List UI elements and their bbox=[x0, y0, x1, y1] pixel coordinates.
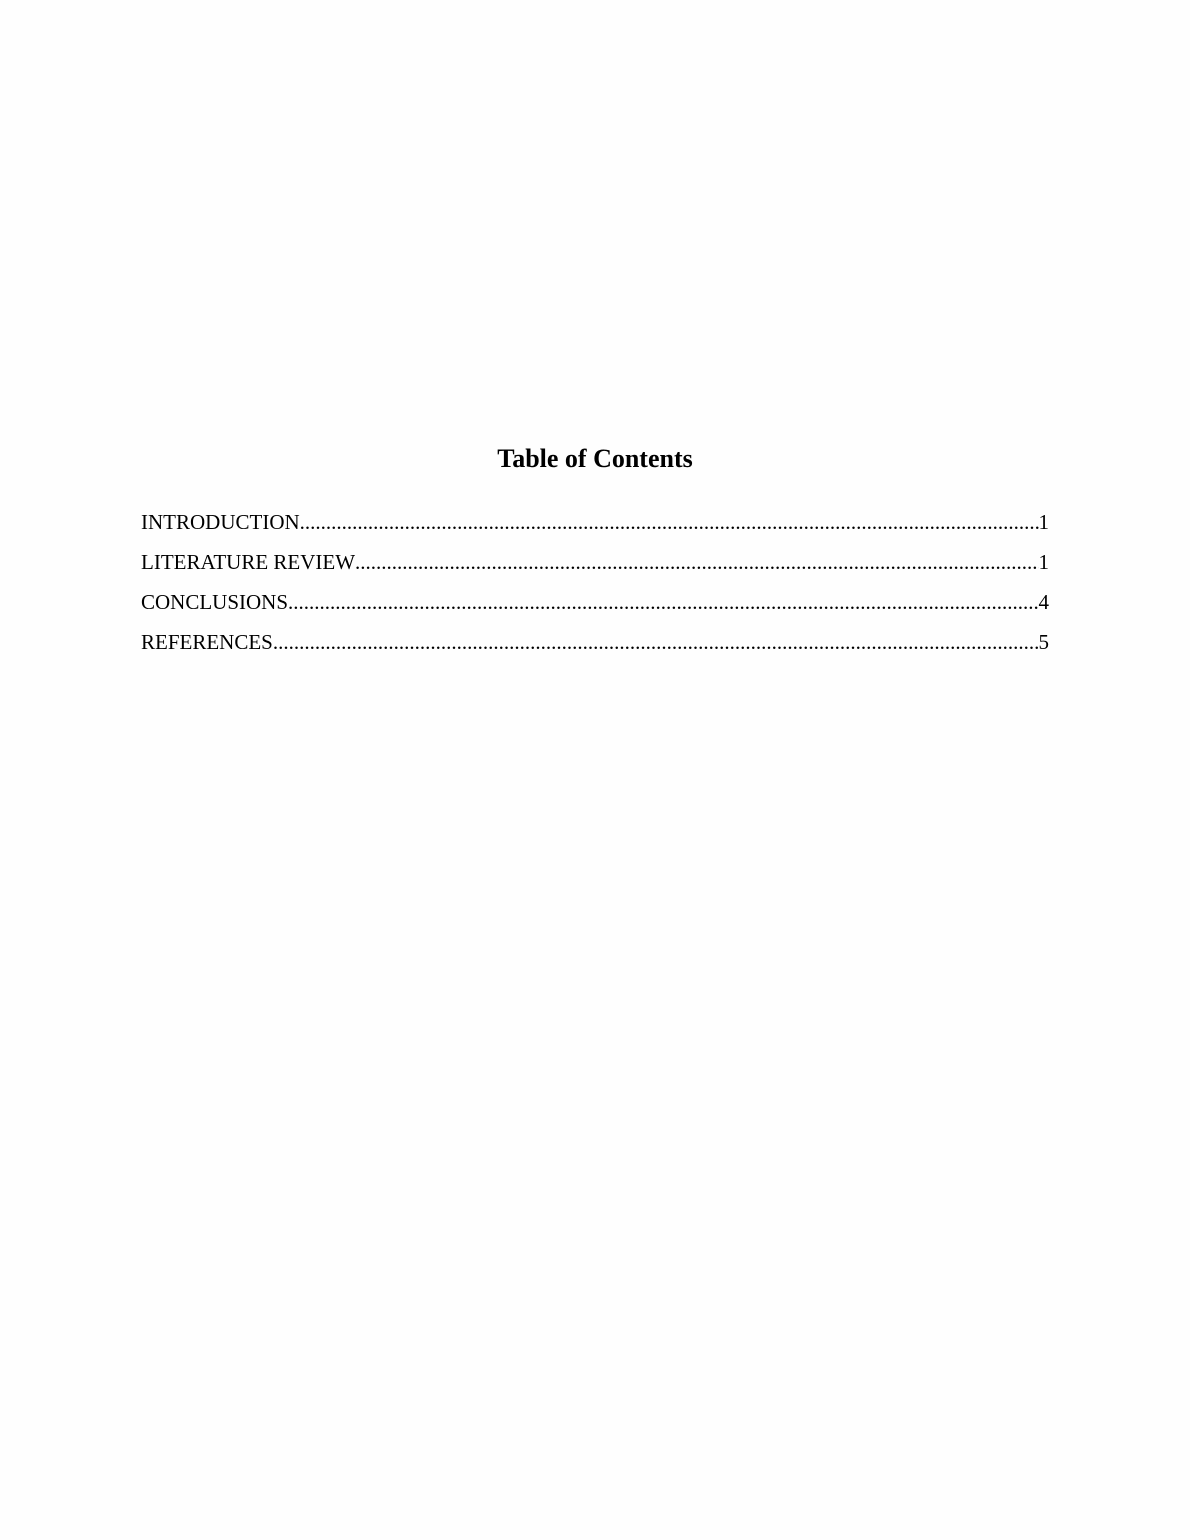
toc-entry-page-number: 1 bbox=[1038, 550, 1049, 574]
toc-entry-label: CONCLUSIONS bbox=[141, 590, 289, 614]
toc-entry-label: LITERATURE REVIEW bbox=[141, 550, 356, 574]
toc-dot-leader bbox=[273, 622, 1039, 662]
toc-dot-leader bbox=[288, 582, 1038, 622]
toc-entry-page-number: 1 bbox=[1038, 510, 1049, 534]
toc-entry-references[interactable] bbox=[141, 622, 1049, 662]
toc-entry-label: INTRODUCTION bbox=[141, 510, 300, 534]
toc-dot-leader bbox=[355, 542, 1038, 582]
toc-entry-literature-review[interactable] bbox=[141, 542, 1049, 582]
toc-entry-introduction[interactable] bbox=[141, 502, 1049, 542]
toc-dot-leader bbox=[300, 502, 1039, 542]
toc-list bbox=[141, 502, 1049, 662]
table-of-contents bbox=[141, 440, 1049, 662]
toc-entry-label: REFERENCES bbox=[141, 630, 273, 654]
toc-entry-page-number: 5 bbox=[1038, 630, 1049, 654]
toc-entry-conclusions[interactable] bbox=[141, 582, 1049, 622]
toc-title: Table of Contents bbox=[497, 444, 693, 473]
toc-entry-page-number: 4 bbox=[1038, 590, 1049, 614]
